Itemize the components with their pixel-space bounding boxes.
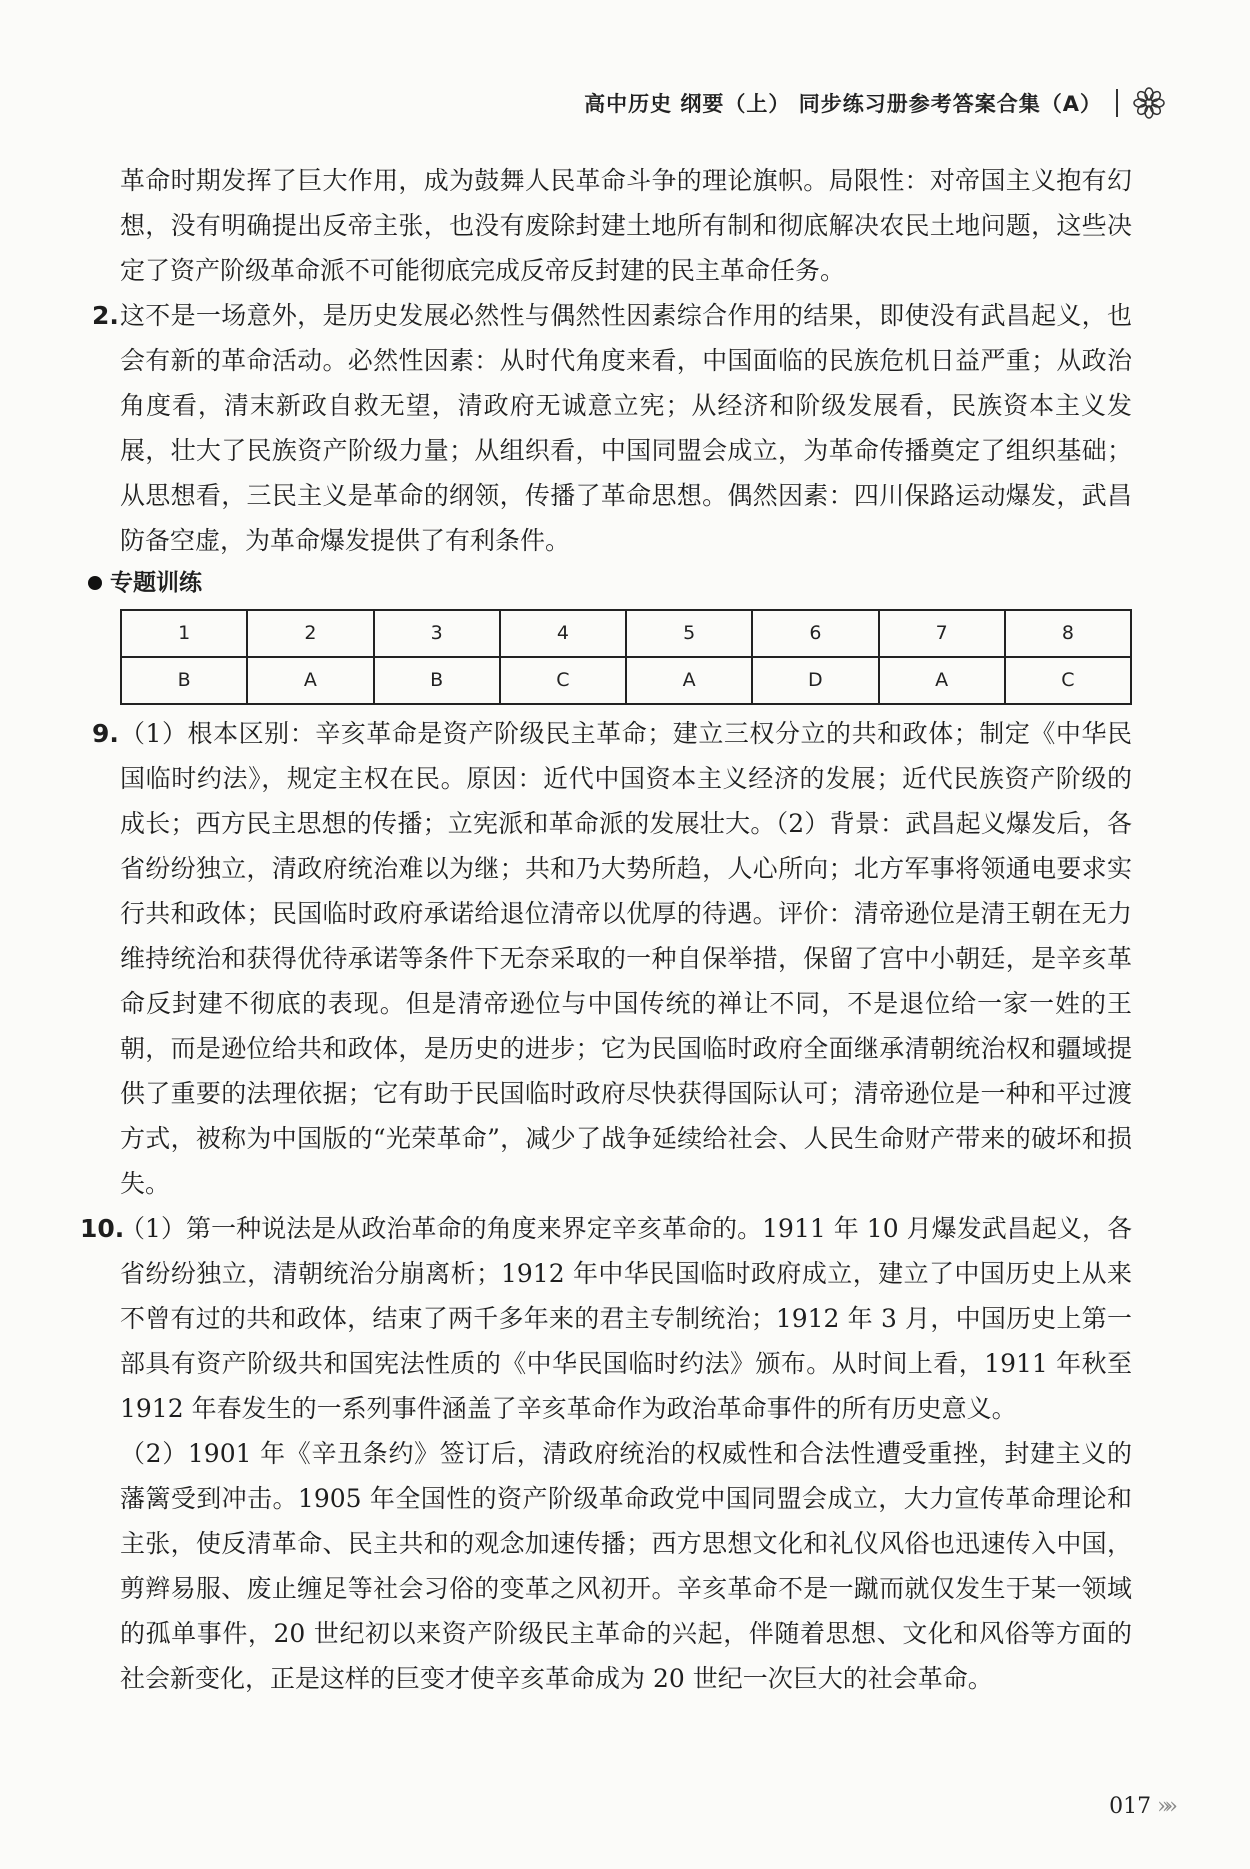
page-header: [584, 86, 1166, 120]
table-cell: A: [626, 657, 752, 704]
table-cell: A: [879, 657, 1005, 704]
book-title: 高中历史 纲要（上） 同步练习册参考答案合集（A）: [584, 92, 1102, 116]
table-cell: 1: [121, 610, 247, 657]
page-number: 017: [1109, 1794, 1152, 1819]
table-cell: 8: [1005, 610, 1131, 657]
table-cell: 4: [500, 610, 626, 657]
question-text: （1）根本区别：辛亥革命是资产阶级民主革命；建立三权分立的共和政体；制定《中华民国临时约法》，规定主权在民。原因：近代中国资本主义经济的发展；近代民族资产阶级的成长；西方民主思想的传播；立宪派和革命派的发展壮大。（2）背景：武昌起义爆发后，各省纷纷独立，清政府统治难以为继；共和乃大势所趋，人心所向；北方军事将领通电要求实行共和政体；民国临时政府承诺给退位清帝以优厚的待遇。评价：清帝逊位是清王朝在无力维持统治和获得优待承诺等条件下无奈采取的一种自保举措，保留了宫中小朝廷，是辛亥革命反封建不彻底的表现。但是清帝逊位与中国传统的禅让不同，不是退位给一家一姓的王朝，而是逊位给共和政体，是历史的进步；它为民国临时政府全面继承清朝统治权和疆域提供了重要的法理依据；它有助于民国临时政府尽快获得国际认可；清帝逊位是一种和平过渡方式，被称为中国版的“光荣革命”，减少了战争延续给社会、人民生命财产带来的破坏和损失。: [120, 719, 1132, 1198]
table-cell: C: [500, 657, 626, 704]
section-heading: [88, 565, 1132, 601]
table-cell: B: [374, 657, 500, 704]
question-9: [92, 711, 1132, 1206]
question-text-part-2: （2）1901 年《辛丑条约》签订后，清政府统治的权威性和合法性遭受重挫，封建主义的藩篱受到冲击。1905 年全国性的资产阶级革命政党中国同盟会成立，大力宣传革命理论和主张，使反清革命、民主共和的观念加速传播；西方思想文化和礼仪风俗也迅速传入中国，剪辫易服、废止缠足等社会习俗的变革之风初开。辛亥革命不是一蹴而就仅发生于某一领域的孤单事件，20 世纪初以来资产阶级民主革命的兴起，伴随着思想、文化和风俗等方面的社会新变化，正是这样的巨变才使辛亥革命成为 20 世纪一次巨大的社会革命。: [120, 1439, 1132, 1693]
page-footer: [1109, 1794, 1172, 1819]
table-cell: B: [121, 657, 247, 704]
table-row: [121, 610, 1131, 657]
table-cell: 3: [374, 610, 500, 657]
flower-logo-icon: [1132, 86, 1166, 120]
table-cell: D: [752, 657, 878, 704]
question-2: [92, 293, 1132, 563]
table-cell: A: [247, 657, 373, 704]
bullet-icon: [88, 576, 102, 590]
question-number: 10.: [80, 1214, 125, 1243]
table-cell: 2: [247, 610, 373, 657]
question-10: [80, 1206, 1132, 1701]
table-cell: 7: [879, 610, 1005, 657]
question-text: 这不是一场意外，是历史发展必然性与偶然性因素综合作用的结果，即使没有武昌起义，也会有新的革命活动。必然性因素：从时代角度来看，中国面临的民族危机日益严重；从政治角度看，清末新政自救无望，清政府无诚意立宪；从经济和阶级发展看，民族资本主义发展，壮大了民族资产阶级力量；从组织看，中国同盟会成立，为革命传播奠定了组织基础；从思想看，三民主义是革命的纲领，传播了革命思想。偶然因素：四川保路运动爆发，武昌防备空虚，为革命爆发提供了有利条件。: [120, 301, 1132, 555]
table-cell: C: [1005, 657, 1131, 704]
answer-table: [120, 609, 1132, 705]
table-cell: 6: [752, 610, 878, 657]
answer-content: [80, 158, 1132, 1701]
section-title: 专题训练: [110, 570, 202, 596]
question-text-part-1: （1）第一种说法是从政治革命的角度来界定辛亥革命的。1911 年 10 月爆发武昌起义，各省纷纷独立，清朝统治分崩离析；1912 年中华民国临时政府成立，建立了中国历史上从来不曾有过的共和政体，结束了两千多年来的君主专制统治；1912 年 3 月，中国历史上第一部具有资产阶级共和国宪法性质的《中华民国临时约法》颁布。从时间上看，1911 年秋至 1912 年春发生的一系列事件涵盖了辛亥革命作为政治革命事件的所有历史意义。: [120, 1214, 1132, 1423]
header-divider: [1116, 89, 1118, 117]
table-cell: 5: [626, 610, 752, 657]
question-number: 2.: [92, 301, 119, 330]
question-number: 9.: [92, 719, 119, 748]
table-row: [121, 657, 1131, 704]
intro-paragraph: 革命时期发挥了巨大作用，成为鼓舞人民革命斗争的理论旗帜。局限性：对帝国主义抱有幻想，没有明确提出反帝主张，也没有废除封建土地所有制和彻底解决农民土地问题，这些决定了资产阶级革命派不可能彻底完成反帝反封建的民主革命任务。: [120, 166, 1132, 285]
chevron-right-icon: »»: [1157, 1794, 1172, 1819]
